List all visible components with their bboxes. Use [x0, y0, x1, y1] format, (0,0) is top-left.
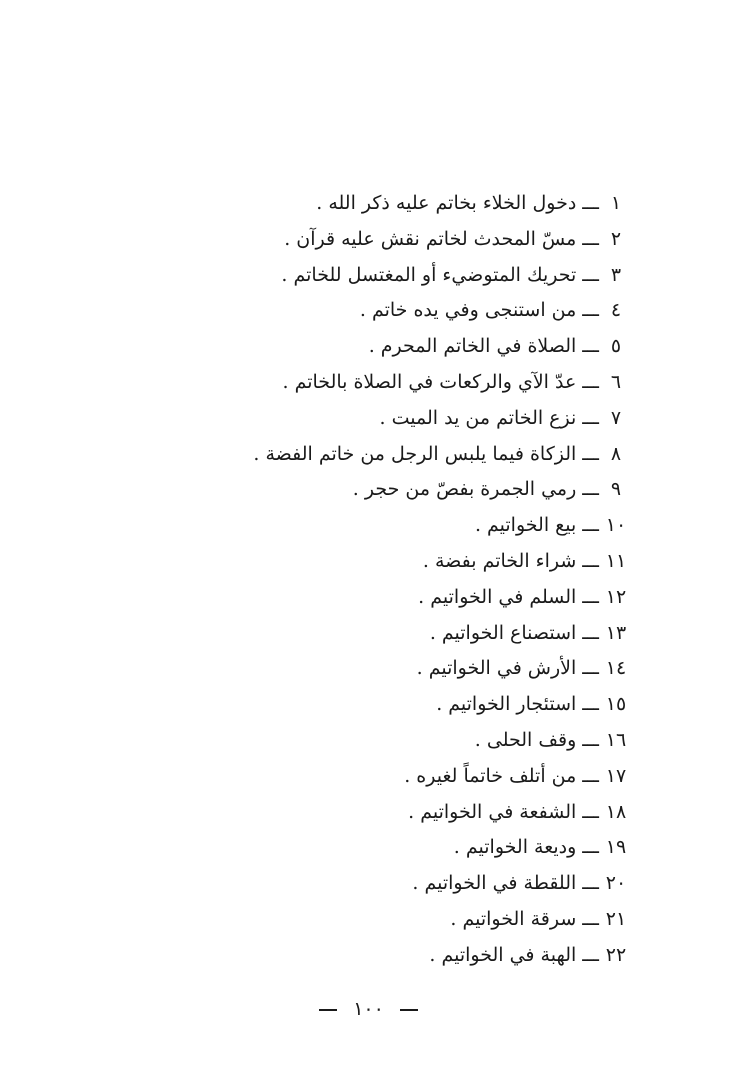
entry-dash: ـــ	[582, 836, 599, 859]
entry-text: رمي الجمرة بفصّ من حجر .	[352, 478, 577, 501]
entry-number: ٧	[610, 406, 622, 429]
entry-dash: ـــ	[582, 335, 599, 358]
list-item	[157, 759, 627, 795]
entry-text: استصناع الخواتيم .	[429, 621, 577, 644]
entry-dash: ـــ	[582, 872, 599, 895]
list-item	[157, 866, 627, 902]
entry-text: الصلاة في الخاتم المحرم .	[368, 335, 577, 358]
entry-dash: ـــ	[582, 263, 599, 286]
list-item	[157, 293, 627, 329]
page-number	[0, 992, 737, 1026]
list-item	[157, 687, 627, 723]
list-item	[157, 544, 627, 580]
entry-number: ٩	[610, 478, 622, 501]
entry-dash: ـــ	[582, 728, 599, 751]
entry-text: استئجار الخواتيم .	[436, 693, 577, 716]
list-item	[157, 258, 627, 294]
entry-text: دخول الخلاء بخاتم عليه ذكر الله .	[316, 192, 577, 214]
entry-number: ١٢	[605, 585, 627, 608]
entry-dash: ـــ	[582, 693, 599, 716]
list-item	[157, 222, 627, 258]
entry-number: ٢٠	[605, 872, 627, 895]
entry-text: الأرش في الخواتيم .	[416, 657, 577, 680]
entry-dash: ـــ	[582, 800, 599, 823]
entry-dash: ـــ	[582, 764, 599, 787]
entry-number: ١٠	[605, 514, 627, 537]
list-item	[157, 938, 627, 974]
entry-dash: ـــ	[582, 943, 599, 966]
entry-text: وديعة الخواتيم .	[453, 836, 577, 859]
entry-text: بيع الخواتيم .	[474, 514, 577, 537]
entry-dash: ـــ	[582, 227, 599, 250]
entry-number: ٥	[610, 335, 622, 358]
entry-number: ١	[610, 192, 622, 214]
list-item	[157, 902, 627, 938]
entry-dash: ـــ	[582, 192, 599, 214]
entry-dash: ـــ	[582, 370, 599, 393]
list-item	[157, 508, 627, 544]
list-item	[157, 795, 627, 831]
entry-dash: ـــ	[582, 514, 599, 537]
entry-text: شراء الخاتم بفضة .	[422, 549, 577, 572]
entry-number: ٤	[610, 299, 622, 322]
entry-text: الهبة في الخواتيم .	[429, 943, 577, 966]
list-item	[157, 651, 627, 687]
entry-list	[157, 186, 627, 974]
page-number-value: ١٠٠	[353, 998, 384, 1020]
entry-dash: ـــ	[582, 299, 599, 322]
entry-text: الشفعة في الخواتيم .	[408, 800, 577, 823]
entry-text: نزع الخاتم من يد الميت .	[379, 406, 577, 429]
entry-text: من أتلف خاتماً لغيره .	[404, 764, 577, 787]
list-item	[157, 830, 627, 866]
list-item	[157, 437, 627, 473]
entry-number: ٢٢	[605, 943, 627, 966]
page-number-dash-left	[319, 1009, 337, 1011]
entry-number: ١٩	[605, 836, 627, 859]
entry-dash: ـــ	[582, 585, 599, 608]
entry-number: ٨	[610, 442, 622, 465]
entry-number: ١٦	[605, 728, 627, 751]
entry-text: الزكاة فيما يلبس الرجل من خاتم الفضة .	[253, 442, 577, 465]
entry-text: مسّ المحدث لخاتم نقش عليه قرآن .	[284, 227, 577, 250]
entry-text: تحريك المتوضيء أو المغتسل للخاتم .	[281, 263, 577, 286]
list-item	[157, 616, 627, 652]
entry-number: ١٨	[605, 800, 627, 823]
list-item	[157, 401, 627, 437]
entry-number: ١١	[605, 549, 627, 572]
list-item	[157, 329, 627, 365]
entry-number: ٢١	[605, 907, 627, 930]
entry-number: ٣	[610, 263, 622, 286]
entry-dash: ـــ	[582, 406, 599, 429]
entry-dash: ـــ	[582, 621, 599, 644]
list-item	[157, 580, 627, 616]
entry-number: ٢	[610, 227, 622, 250]
entry-dash: ـــ	[582, 657, 599, 680]
list-item	[157, 365, 627, 401]
entry-dash: ـــ	[582, 442, 599, 465]
entry-text: اللقطة في الخواتيم .	[412, 872, 577, 895]
list-item	[157, 186, 627, 222]
entry-dash: ـــ	[582, 549, 599, 572]
entry-number: ١٤	[605, 657, 627, 680]
entry-number: ١٥	[605, 693, 627, 716]
entry-text: عدّ الآي والركعات في الصلاة بالخاتم .	[282, 370, 577, 393]
entry-number: ١٣	[605, 621, 627, 644]
page-number-dash-right	[400, 1009, 418, 1011]
entry-text: السلم في الخواتيم .	[418, 585, 577, 608]
entry-number: ١٧	[605, 764, 627, 787]
entry-text: سرقة الخواتيم .	[450, 907, 577, 930]
entry-dash: ـــ	[582, 907, 599, 930]
entry-number: ٦	[610, 370, 622, 393]
list-item	[157, 723, 627, 759]
list-item	[157, 472, 627, 508]
entry-text: وقف الحلى .	[474, 728, 577, 751]
entry-text: من استنجى وفي يده خاتم .	[359, 299, 577, 322]
entry-dash: ـــ	[582, 478, 599, 501]
